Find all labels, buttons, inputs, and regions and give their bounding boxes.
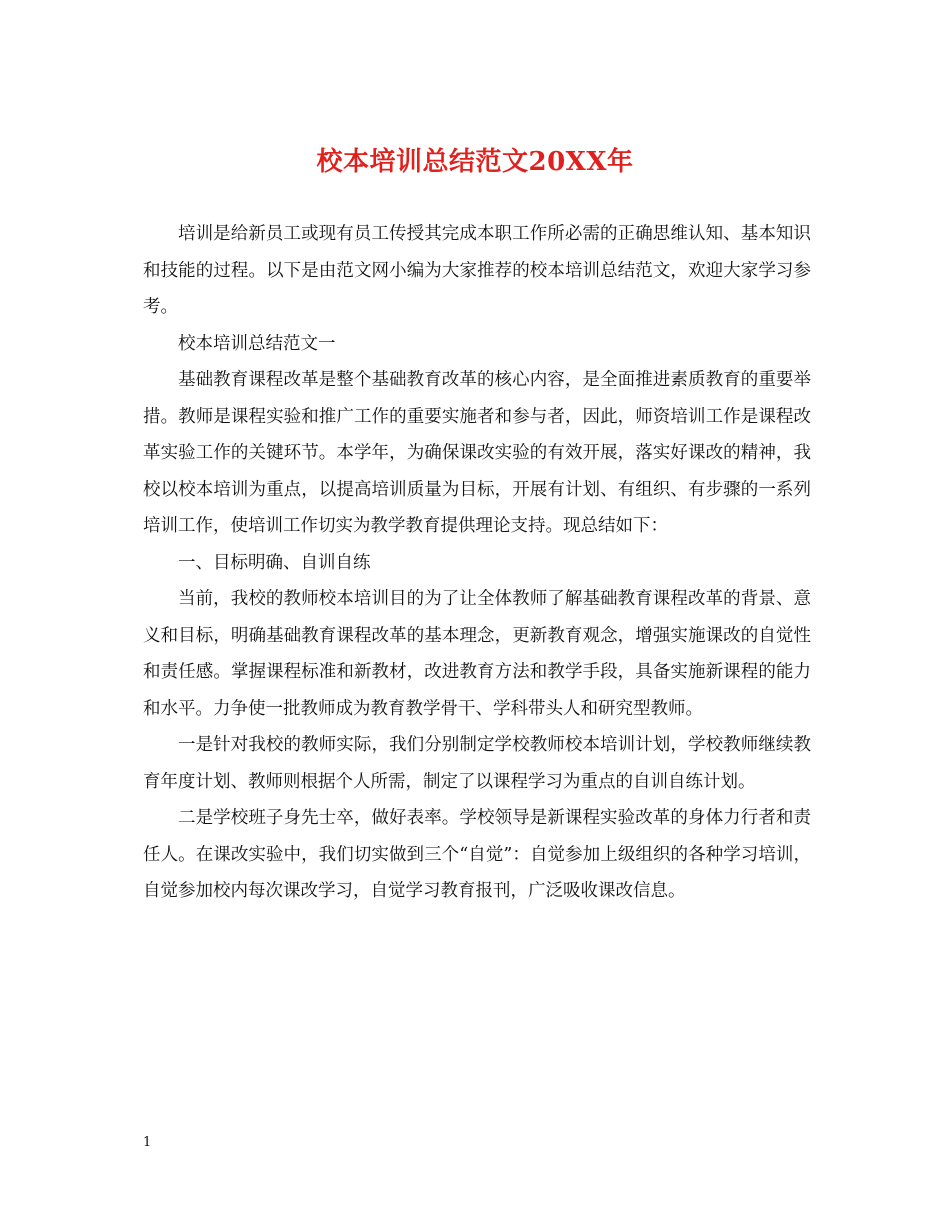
paragraph-reform-overview: 基础教育课程改革是整个基础教育改革的核心内容，是全面推进素质教育的重要举措。教师是课程实验和推广工作的重要实施者和参与者，因此，师资培训工作是课程改革实验工作的关键环节。本学年，为确保课改实验的有效开展，落实好课改的精神，我校以校本培训为重点，以提高培训质量为目标，开展有计划、有组织、有步骤的一系列培训工作，使培训工作切实为教学教育提供理论支持。现总结如下： <box>143 370 811 536</box>
section-heading-goals: 一、目标明确、自训自练 <box>178 552 371 573</box>
paragraph-intro: 培训是给新员工或现有员工传授其完成本职工作所必需的正确思维认知、基本知识和技能的过程。以下是由范文网小编为大家推荐的校本培训总结范文，欢迎大家学习参考。 <box>143 224 811 317</box>
paragraph-training-goals: 当前，我校的教师校本培训目的为了让全体教师了解基础教育课程改革的背景、意义和目标，明确基础教育课程改革的基本理念，更新教育观念，增强实施课改的自觉性和责任感。掌握课程标准和新教材，改进教育方法和教学手段，具备实施新课程的能力和水平。力争使一批教师成为教育教学骨干、学科带头人和研究型教师。 <box>143 589 811 719</box>
page-number: 1 <box>143 1135 152 1150</box>
document-title: 校本培训总结范文20XX年 <box>316 147 634 177</box>
section-heading-sample-one: 校本培训总结范文一 <box>178 333 336 354</box>
document-body <box>143 216 811 910</box>
paragraph-point-two: 二是学校班子身先士卒，做好表率。学校领导是新课程实验改革的身体力行者和责任人。在课改实验中，我们切实做到三个“自觉”：自觉参加上级组织的各种学习培训，自觉参加校内每次课改学习，自觉学习教育报刊，广泛吸收课改信息。 <box>143 808 811 901</box>
paragraph-point-one: 一是针对我校的教师实际，我们分别制定学校教师校本培训计划，学校教师继续教育年度计划、教师则根据个人所需，制定了以课程学习为重点的自训自练计划。 <box>143 735 811 792</box>
